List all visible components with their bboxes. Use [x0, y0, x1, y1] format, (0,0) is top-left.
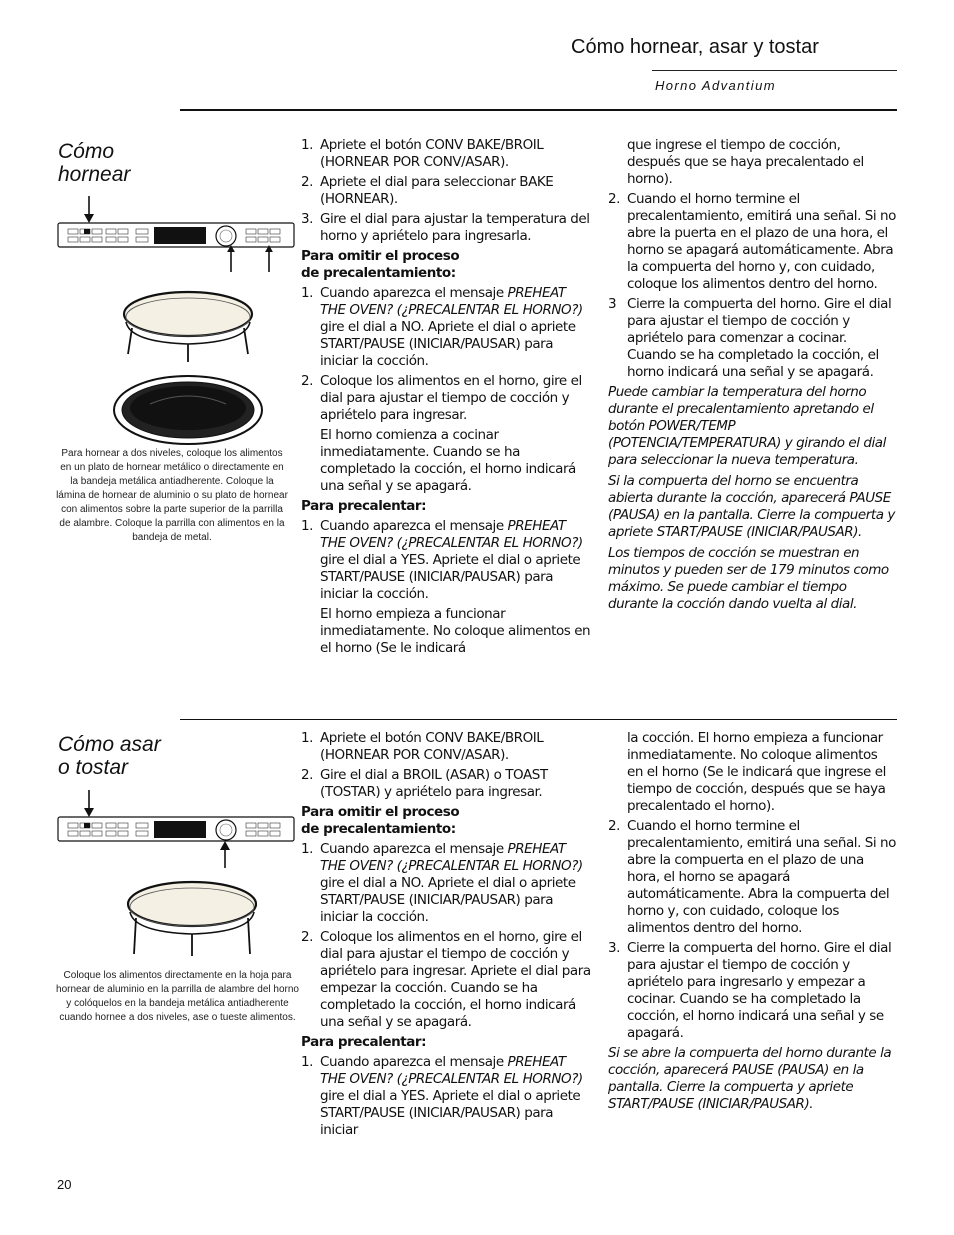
preheat-message: PREHEAT THE OVEN? (¿PRECALENTAR EL HORNO?): [320, 841, 583, 874]
section-rule-middle: [180, 719, 897, 720]
broil-preheat-continued: la cocción. El horno empieza a funcionar inmediatamente. No coloque alimentos en el horno (Se le indicará que ingrese el tiempo de cocción, después que se haya precalentado el horno).: [627, 730, 886, 814]
subheading-line: Para omitir el proceso: [301, 248, 460, 264]
subheading-line: Para omitir el proceso: [301, 804, 460, 820]
bake-note-temperature: Puede cambiar la temperatura del horno durante el precalentamiento apretando el botón POWER/TEMP (POTENCIA/TEMPERATURA) y girando el dial para seleccionar la nueva temperatura.: [608, 384, 886, 468]
step-number: 2.: [301, 174, 313, 190]
step-number: 1.: [301, 285, 313, 301]
bake-note-times: Los tiempos de cocción se muestran en minutos y pueden ser de 179 minutos como máximo. Se puede cambiar el tiempo durante la cocción dando vuelta al dial.: [608, 545, 889, 612]
broil-heading-line1: Cómo asar: [58, 733, 161, 756]
broil-skip-step-2: [301, 929, 591, 1031]
bake-step-1: [301, 137, 591, 171]
broil-column-2: [301, 730, 591, 1142]
step-text: Apriete el botón CONV BAKE/BROIL (HORNEAR POR CONV/ASAR).: [320, 730, 544, 763]
bake-column-3: [608, 137, 896, 617]
step-text: Apriete el dial para seleccionar BAKE (HORNEAR).: [320, 174, 554, 207]
step-number: 1.: [301, 137, 313, 153]
step-number: 1.: [301, 1054, 313, 1070]
bake-skip-step-2-detail: El horno comienza a cocinar inmediatamente. Cuando se ha completado la cocción, el horno indicará una señal y se apagará.: [320, 427, 576, 494]
bake-preheat-step-2: [608, 191, 896, 293]
step-number: 3.: [608, 940, 620, 956]
step-number: 2.: [301, 373, 313, 389]
step-text: Cuando aparezca el mensaje: [320, 518, 504, 534]
section-rule-top: [180, 109, 897, 111]
bake-preheat-continued: que ingrese el tiempo de cocción, después que se haya precalentado el horno).: [627, 137, 864, 187]
wire-rack-illustration: [110, 288, 270, 448]
broil-preheat-step-3: [608, 940, 896, 1042]
bake-heading-line1: Cómo: [58, 140, 115, 163]
step-number: 2.: [301, 929, 313, 945]
preheat-message: PREHEAT THE OVEN? (¿PRECALENTAR EL HORNO?): [320, 1054, 583, 1087]
broil-control-panel-illustration: [56, 786, 296, 876]
bake-preheat-step-1-detail: El horno empieza a funcionar inmediatamente. No coloque alimentos en el horno (Se le indicará: [320, 606, 591, 656]
step-text: Cierre la compuerta del horno. Gire el dial para ajustar el tiempo de cocción y apriételo para comenzar a cocinar. Cuando se ha completado la cocción, el horno indicará una señal y se apagará.: [627, 296, 892, 380]
step-number: 1.: [301, 841, 313, 857]
bake-preheat-step-3: [608, 296, 896, 381]
step-text: gire el dial a YES. Apriete el dial o apriete START/PAUSE (INICIAR/PAUSAR) para iniciar la cocción.: [320, 552, 581, 602]
page-title: Cómo hornear, asar y tostar: [571, 36, 819, 58]
arrow-down-icon: [84, 196, 94, 223]
broil-wire-rack-illustration: [122, 876, 262, 958]
bake-note-pause: Si la compuerta del horno se encuentra abierta durante la cocción, aparecerá PAUSE (PAUSA) en la pantalla. Cierre la compuerta y apriete START/PAUSE (INICIAR/PAUSAR).: [608, 473, 895, 540]
broil-column-3: [608, 730, 896, 1117]
step-number: 3: [608, 296, 617, 312]
panel-display: [154, 821, 206, 838]
step-number: 1.: [301, 518, 313, 534]
broil-skip-step-1: [301, 841, 591, 926]
broil-step-2: [301, 767, 591, 801]
broil-heading: [58, 733, 208, 779]
arrow-down-icon: [84, 790, 94, 817]
bake-preheat-heading: Para precalentar:: [301, 498, 427, 514]
step-text: Cuando el horno termine el precalentamiento, emitirá una señal. Si no abre la puerta en el plazo de una hora, el horno se apagará automáticamente. Abra la compuerta del horno y, con cuidado, coloque los alimentos dentro del horno.: [627, 191, 896, 292]
broil-note-pause: Si se abre la compuerta del horno durante la cocción, aparecerá PAUSE (PAUSA) en la pantalla. Cierre la compuerta y apriete START/PAUSE (INICIAR/PAUSAR).: [608, 1045, 892, 1112]
bake-preheat-step-1: [301, 518, 591, 603]
bake-skip-step-1: [301, 285, 591, 370]
arrow-up-icon: [220, 841, 230, 868]
broil-preheat-heading: Para precalentar:: [301, 1034, 427, 1050]
broil-skip-heading: [301, 804, 591, 838]
step-text: Coloque los alimentos en el horno, gire el dial para ajustar el tiempo de cocción y apriételo para ingresar. Apriete el dial para empezar la cocción. Cuando se ha completado la cocción, el horno indicará una señal y se apagará.: [320, 929, 591, 1030]
broil-preheat-step-2: [608, 818, 896, 937]
bake-skip-heading: [301, 248, 591, 282]
panel-display: [154, 227, 206, 244]
broil-caption: Coloque los alimentos directamente en la hoja para hornear de aluminio en la parrilla de alambre del horno y colóquelos en la bandeja metálica antiadherente cuando hornee a dos niveles, ase o tueste alimentos.: [56, 970, 299, 1023]
broil-heading-line2: o tostar: [58, 756, 129, 779]
step-number: 2.: [301, 767, 313, 783]
step-number: 2.: [608, 818, 620, 834]
step-text: gire el dial a NO. Apriete el dial o apriete START/PAUSE (INICIAR/PAUSAR) para iniciar la cocción.: [320, 875, 576, 925]
bake-arrow-stems: [228, 252, 288, 276]
bake-caption: Para hornear a dos niveles, coloque los alimentos en un plato de hornear metálico o directamente en la bandeja metálica antiadherente. Coloque la lámina de hornear de aluminio o su plato de hornear con alimentos sobre la parte superior de la parrilla de alambre. Coloque la parrilla con alimentos en la bandeja de metal.: [56, 448, 288, 543]
subheading-line: de precalentamiento:: [301, 821, 456, 837]
step-text: Coloque los alimentos en el horno, gire el dial para ajustar el tiempo de cocción y apriételo para ingresar.: [320, 373, 582, 423]
step-text: Cierre la compuerta del horno. Gire el dial para ajustar el tiempo de cocción y apriételo para ingresarlo y empezar a cocinar. Cuando se ha completado la cocción, el horno indicará una señal y se apagará.: [627, 940, 892, 1041]
preheat-message: PREHEAT THE OVEN? (¿PRECALENTAR EL HORNO?): [320, 518, 583, 551]
bake-step-3: [301, 211, 591, 245]
step-text: Cuando aparezca el mensaje: [320, 285, 504, 301]
bake-heading: [58, 140, 208, 186]
step-number: 2.: [608, 191, 620, 207]
page-number: 20: [57, 1177, 72, 1192]
step-text: Gire el dial a BROIL (ASAR) o TOAST (TOSTAR) y apriételo para ingresar.: [320, 767, 548, 800]
bake-control-panel-illustration: [56, 192, 296, 252]
step-text: Gire el dial para ajustar la temperatura del horno y apriételo para ingresarla.: [320, 211, 590, 244]
step-text: Cuando aparezca el mensaje: [320, 1054, 504, 1070]
broil-step-1: [301, 730, 591, 764]
broil-preheat-step-1: [301, 1054, 591, 1139]
baking-tray-illustration: [114, 376, 262, 444]
bake-step-2: [301, 174, 591, 208]
preheat-message: PREHEAT THE OVEN? (¿PRECALENTAR EL HORNO?): [320, 285, 583, 318]
step-text: gire el dial a NO. Apriete el dial o apriete START/PAUSE (INICIAR/PAUSAR) para iniciar la cocción.: [320, 319, 576, 369]
bake-skip-step-2: [301, 373, 591, 424]
step-number: 3.: [301, 211, 313, 227]
title-rule: [652, 70, 897, 71]
step-text: gire el dial a YES. Apriete el dial o apriete START/PAUSE (INICIAR/PAUSAR) para iniciar: [320, 1088, 581, 1138]
page-subtitle: Horno Advantium: [655, 78, 776, 93]
subheading-line: de precalentamiento:: [301, 265, 456, 281]
step-text: Cuando el horno termine el precalentamiento, emitirá una señal. Si no abre la compuerta en el plazo de una hora, el horno se apagará automáticamente. Abra la compuerta del horno y, con cuidado, coloque los alimentos dentro del horno.: [627, 818, 896, 936]
step-number: 1.: [301, 730, 313, 746]
bake-heading-line2: hornear: [58, 163, 131, 186]
step-text: Apriete el botón CONV BAKE/BROIL (HORNEAR POR CONV/ASAR).: [320, 137, 544, 170]
step-text: Cuando aparezca el mensaje: [320, 841, 504, 857]
bake-column-2: [301, 137, 591, 660]
